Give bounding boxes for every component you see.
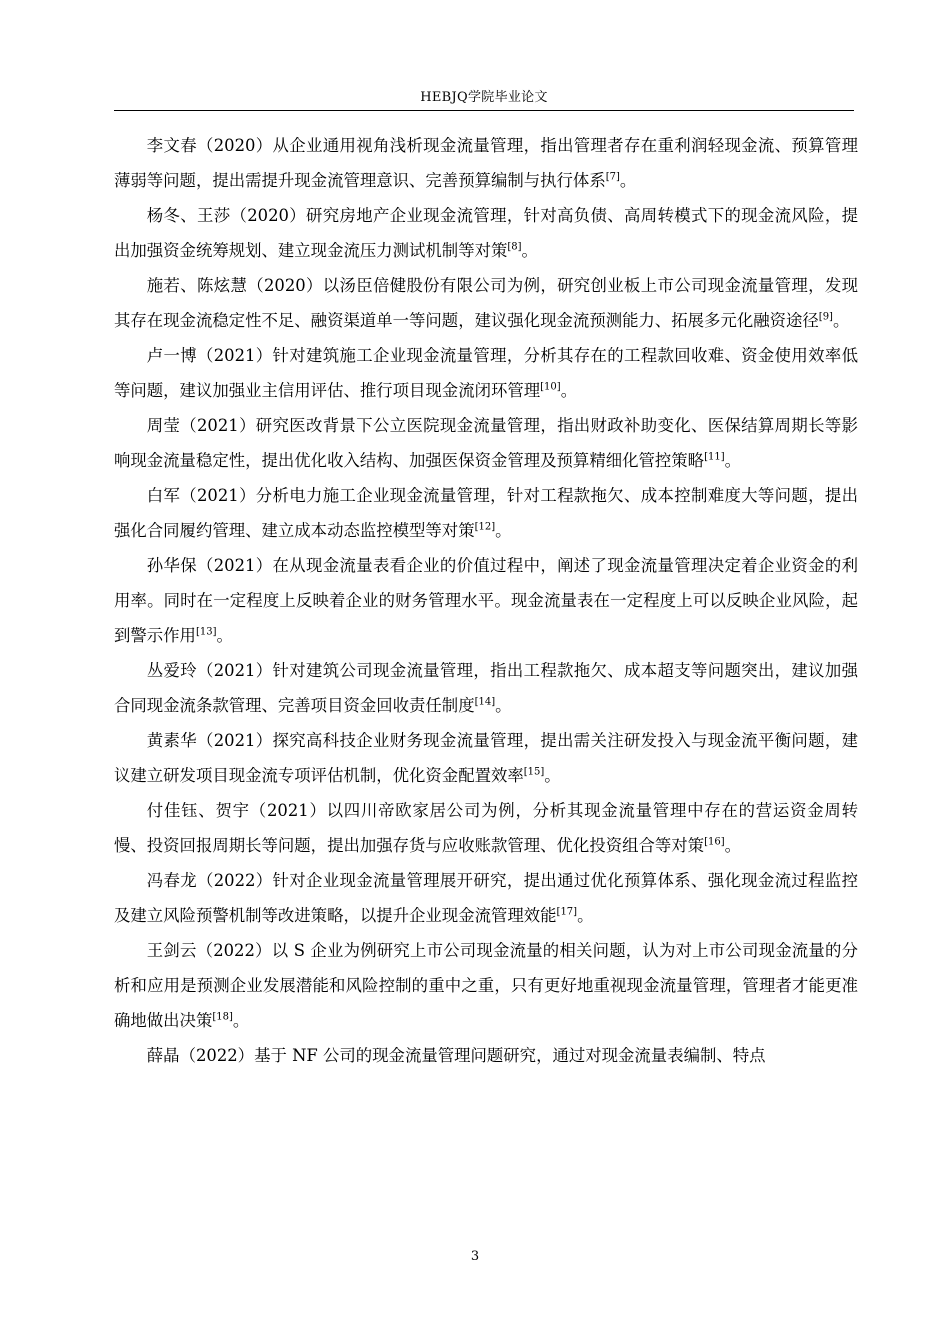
paragraph-end: 。 [495,521,512,540]
paragraph-text: 黄素华（2021）探究高科技企业财务现金流量管理，提出需关注研发投入与现金流平衡问题，建议建立研发项目现金流专项评估机制，优化资金配置效率 [114,731,858,785]
paragraph-end: 。 [521,241,538,260]
citation: [16] [704,836,725,848]
citation: [12] [474,521,496,533]
paragraph-end: 。 [216,626,233,645]
page-header: HEBJQ学院毕业论文 [420,90,548,105]
paragraph-end: 。 [495,696,512,715]
paragraph-end: 。 [232,1011,250,1030]
paragraph-text: 李文春（2020）从企业通用视角浅析现金流量管理，指出管理者存在重利润轻现金流、预算管理薄弱等问题，提出需提升现金流管理意识、完善预算编制与执行体系 [114,136,858,190]
paragraph-text: 周莹（2021）研究医改背景下公立医院现金流量管理，指出财政补助变化、医保结算周期长等影响现金流量稳定性，提出优化收入结构、加强医保资金管理及预算精细化管控策略 [114,416,858,470]
paragraph [114,653,858,723]
paragraph-text: 薛晶（2022）基于 NF 公司的现金流量管理问题研究，通过对现金流量表编制、特点 [146,1046,766,1065]
paragraph-text: 丛爱玲（2021）针对建筑公司现金流量管理，指出工程款拖欠、成本超支等问题突出，建议加强合同现金流条款管理、完善项目资金回收责任制度 [114,661,858,715]
paragraph-end: 。 [577,906,594,925]
body-text [114,128,858,1073]
paragraph-end: 。 [832,311,850,330]
paragraph-text: 施若、陈炫慧（2020）以汤臣倍健股份有限公司为例，研究创业板上市公司现金流量管理，发现其存在现金流稳定性不足、融资渠道单一等问题，建议强化现金流预测能力、拓展多元化融资途径 [114,276,858,330]
paragraph-text: 王剑云（2022）以 S 企业为例研究上市公司现金流量的相关问题，认为对上市公司现金流量的分析和应用是预测企业发展潜能和风险控制的重中之重，只有更好地重视现金流量管理，管理者才能更准确地做出决策 [114,941,858,1030]
paragraph-text: 孙华保（2021）在从现金流量表看企业的价值过程中，阐述了现金流量管理决定着企业资金的利用率。同时在一定程度上反映着企业的财务管理水平。现金流量表在一定程度上可以反映企业风险，起到警示作用 [114,556,858,645]
paragraph-text: 付佳钰、贺宇（2021）以四川帝欧家居公司为例，分析其现金流量管理中存在的营运资金周转慢、投资回报周期长等问题，提出加强存货与应收账款管理、优化投资组合等对策 [114,801,858,855]
citation: [17] [556,906,578,918]
citation: [10] [540,381,561,393]
citation: [11] [704,451,725,463]
citation: [18] [212,1011,233,1023]
citation: [15] [523,766,545,778]
paragraph-text: 白军（2021）分析电力施工企业现金流量管理，针对工程款拖欠、成本控制难度大等问题，提出强化合同履约管理、建立成本动态监控模型等对策 [114,486,858,540]
paragraph [114,408,858,478]
paragraph [114,268,858,338]
header-rule [114,110,854,111]
citation: [14] [474,696,496,708]
paragraph [114,478,858,548]
paragraph-end: 。 [544,766,561,785]
paragraph [114,933,858,1038]
paragraph-end: 。 [724,836,741,855]
paragraph-end: 。 [724,451,741,470]
paragraph [114,793,858,863]
paragraph-end: 。 [619,171,637,190]
paragraph-text: 杨冬、王莎（2020）研究房地产企业现金流管理，针对高负债、高周转模式下的现金流风险，提出加强资金统筹规划、建立现金流压力测试机制等对策 [114,206,858,260]
paragraph [114,548,858,653]
paragraph-text: 卢一博（2021）针对建筑施工企业现金流量管理，分析其存在的工程款回收难、资金使用效率低等问题，建议加强业主信用评估、推行项目现金流闭环管理 [114,346,858,400]
paragraph [114,338,858,408]
page-number: 3 [470,1249,480,1264]
paragraph [114,863,858,933]
citation: [9] [818,311,833,323]
paragraph [114,723,858,793]
paragraph-end: 。 [560,381,578,400]
citation: [7] [605,171,620,183]
paragraph-text: 冯春龙（2022）针对企业现金流量管理展开研究，提出通过优化预算体系、强化现金流过程监控及建立风险预警机制等改进策略，以提升企业现金流管理效能 [114,871,858,925]
paragraph [114,128,858,198]
citation: [13] [195,626,217,638]
paragraph [114,1038,858,1073]
citation: [8] [507,241,522,253]
paragraph [114,198,858,268]
